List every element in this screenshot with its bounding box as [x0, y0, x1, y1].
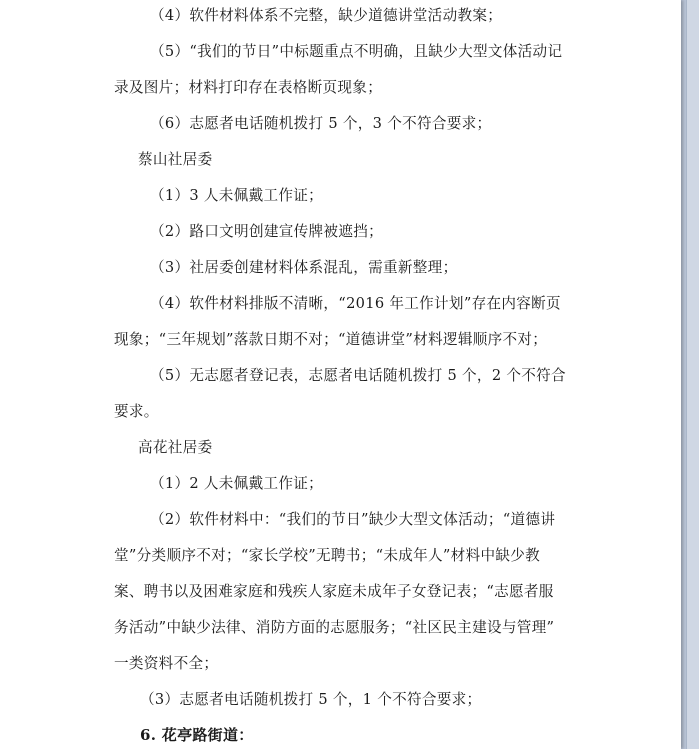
vertical-scrollbar[interactable]	[686, 0, 699, 749]
text-line: （4）软件材料排版不清晰，“2016 年工作计划”存在内容断页	[150, 295, 561, 312]
text-line: 堂”分类顺序不对；“家长学校”无聘书；“未成年人”材料中缺少教	[114, 547, 541, 564]
text-line: 要求。	[114, 403, 159, 420]
text-line: （3）社居委创建材料体系混乱，需重新整理；	[150, 259, 458, 276]
section-heading: 蔡山社居委	[138, 151, 213, 168]
text-line: （2）软件材料中：“我们的节日”缺少大型文体活动；“道德讲	[150, 511, 556, 528]
text-line: （3）志愿者电话随机拨打 5 个，1 个不符合要求；	[140, 691, 482, 708]
text-line: （6）志愿者电话随机拨打 5 个，3 个不符合要求；	[150, 115, 492, 132]
text-line: （1）2 人未佩戴工作证；	[150, 475, 324, 492]
text-line: （5）无志愿者登记表，志愿者电话随机拨打 5 个，2 个不符合	[150, 367, 566, 384]
text-line: 务活动”中缺少法律、消防方面的志愿服务；“社区民主建设与管理”	[114, 619, 555, 636]
text-line: （2）路口文明创建宣传牌被遮挡；	[150, 223, 383, 240]
text-line: 一类资料不全；	[114, 655, 219, 672]
text-line: （5）“我们的节日”中标题重点不明确，且缺少大型文体活动记	[150, 43, 563, 60]
text-line: 录及图片；材料打印存在表格断页现象；	[114, 79, 383, 96]
text-line: （1）3 人未佩戴工作证；	[150, 187, 324, 204]
text-line: （4）软件材料体系不完整，缺少道德讲堂活动教案；	[150, 7, 503, 24]
text-line: 现象；“三年规划”落款日期不对；“道德讲堂”材料逻辑顺序不对；	[114, 331, 548, 348]
text-line: 案、聘书以及困难家庭和残疾人家庭未成年子女登记表；“志愿者服	[114, 583, 554, 600]
section-heading: 6. 花亭路街道：	[140, 726, 254, 744]
section-heading: 高花社居委	[138, 439, 213, 456]
